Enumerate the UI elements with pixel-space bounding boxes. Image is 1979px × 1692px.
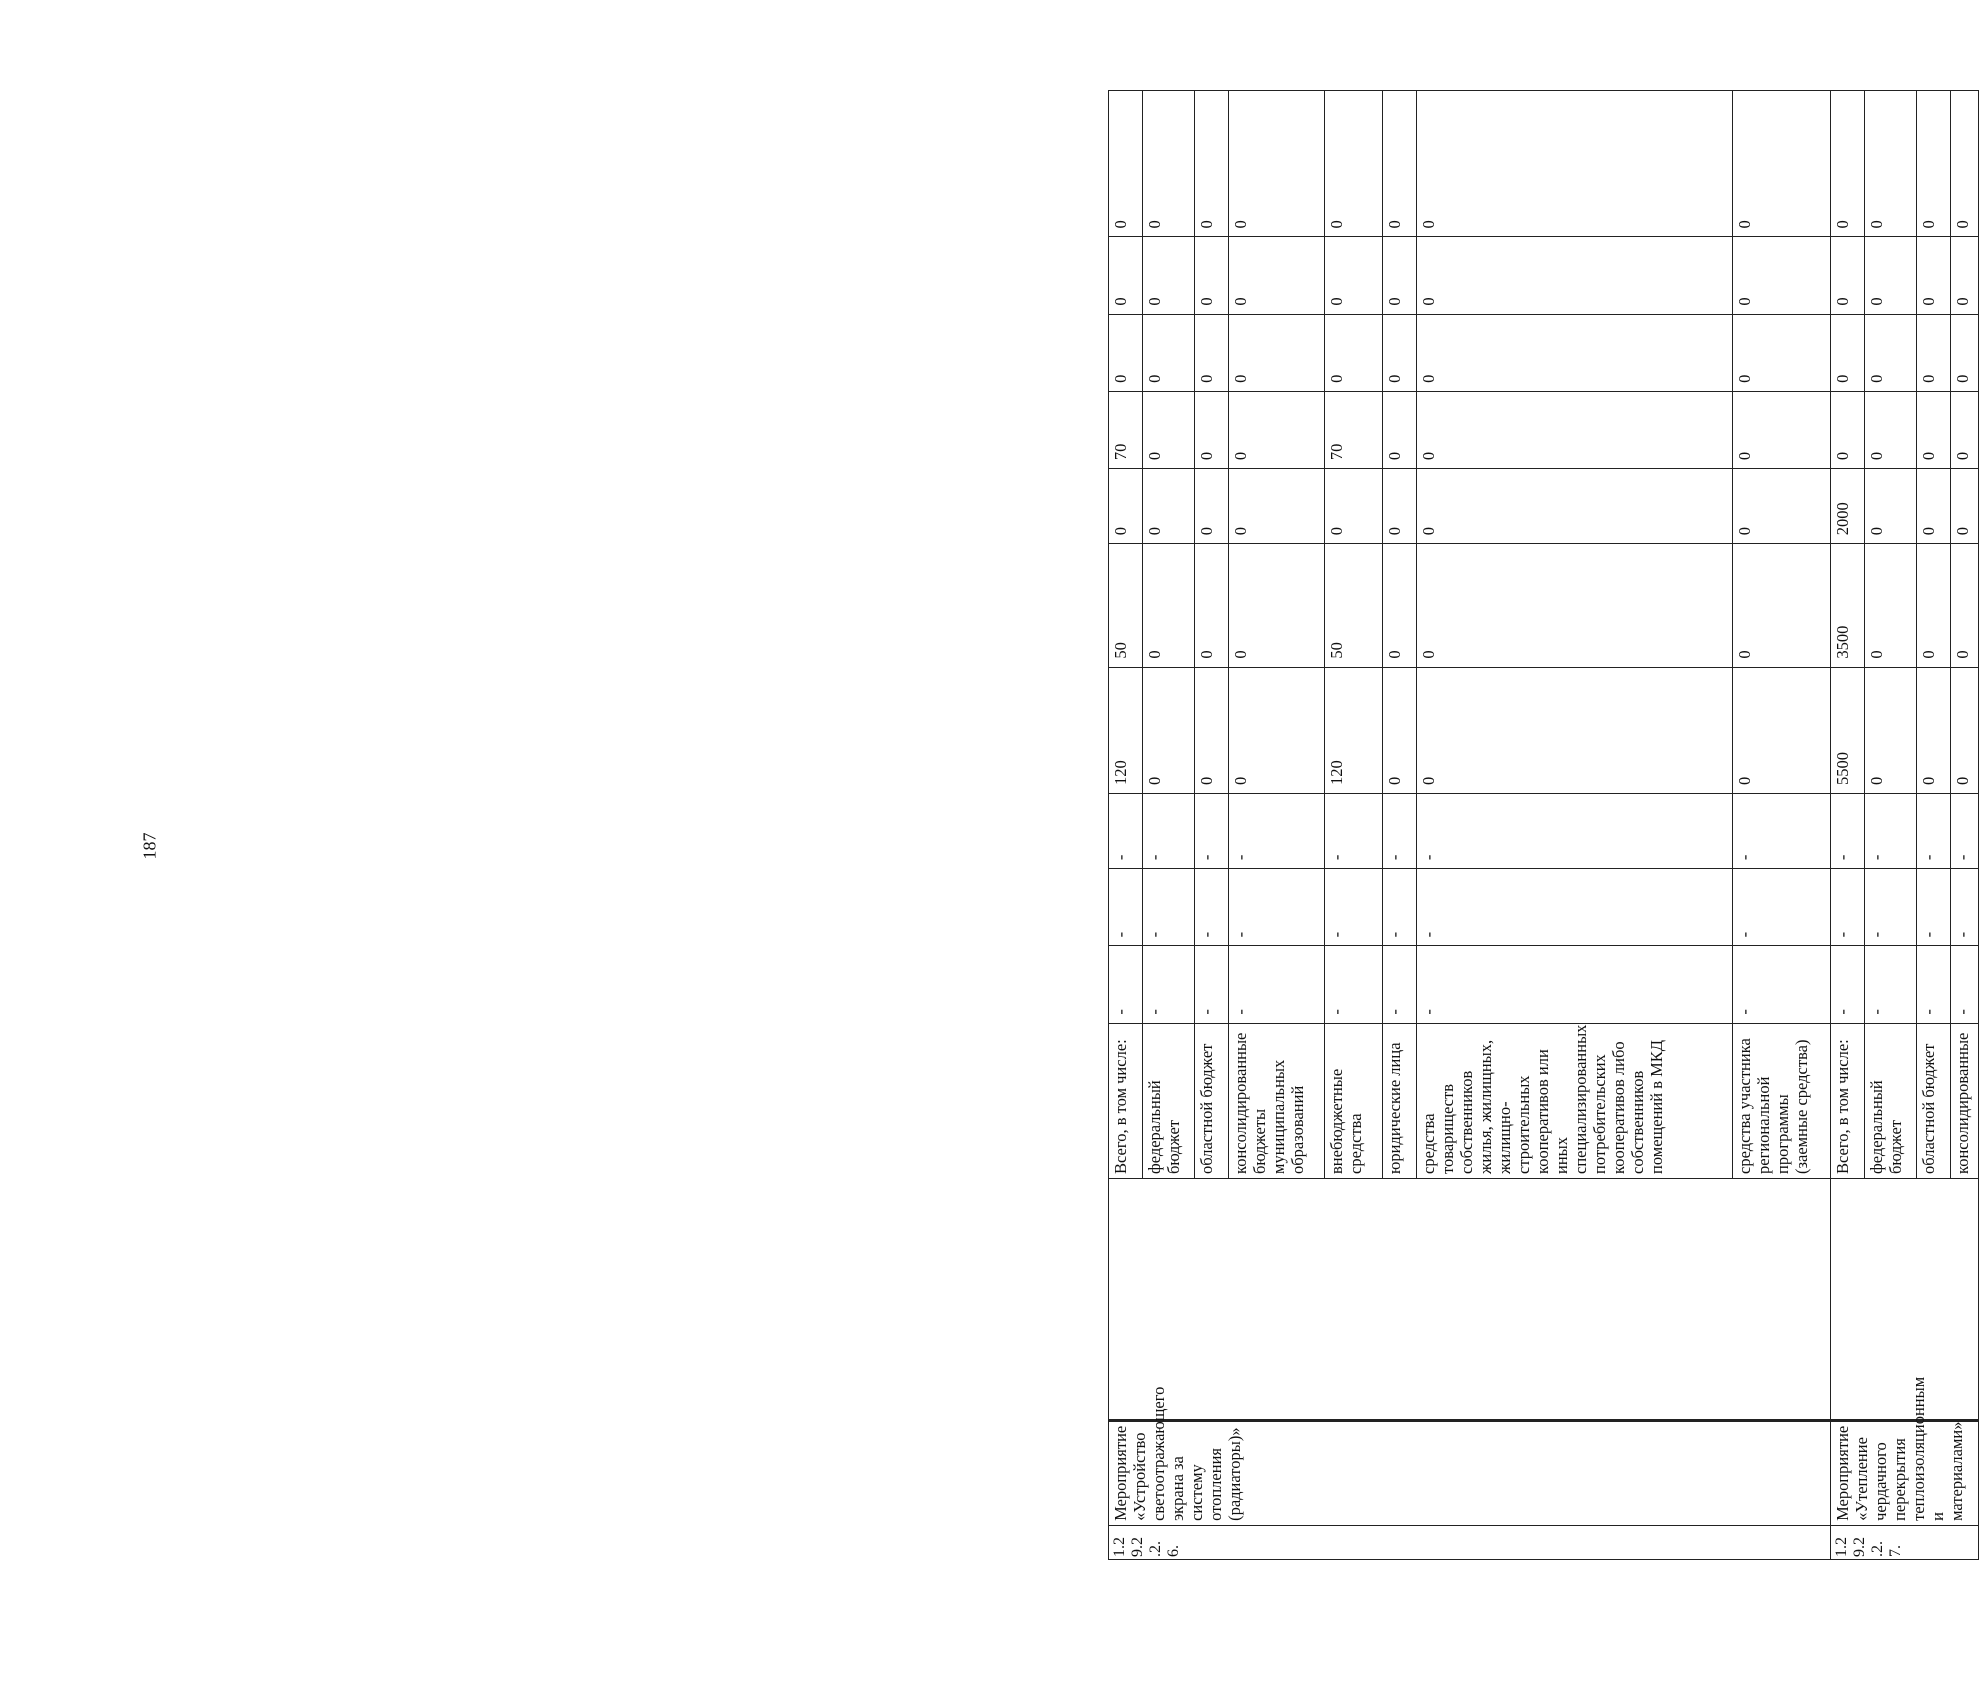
cell: - (1831, 946, 1865, 1023)
cell: - (1417, 946, 1733, 1023)
cell: - (1109, 793, 1143, 868)
cell-year: 0 (1951, 314, 1979, 391)
cell-year: 0 (1143, 237, 1195, 314)
cell-year: 0 (1383, 391, 1417, 468)
cell-year: 0 (1865, 237, 1917, 314)
cell-year: 0 (1229, 544, 1325, 667)
cell: - (1195, 793, 1229, 868)
cell: - (1865, 946, 1917, 1023)
cell: - (1143, 793, 1195, 868)
cell-year: 0 (1917, 237, 1951, 314)
cell-year: 0 (1831, 237, 1865, 314)
cell-year: 0 (1417, 391, 1733, 468)
cell-year: 0 (1733, 237, 1831, 314)
cell-year: 0 (1325, 314, 1383, 391)
measure-title: Мероприятие «Устройство светоотражающего экрана за систему отопления (радиаторы)» (1109, 1420, 1831, 1525)
cell-year: 70 (1109, 391, 1143, 468)
cell-year: 0 (1195, 91, 1229, 237)
cell-year: 0 (1951, 544, 1979, 667)
cell-year: 0 (1733, 544, 1831, 667)
cell: - (1917, 793, 1951, 868)
table-row (1109, 91, 1143, 1560)
cell: - (1143, 869, 1195, 946)
page-number: 187 (139, 832, 160, 860)
cell-total: 120 (1325, 667, 1383, 793)
cell-year: 50 (1325, 544, 1383, 667)
cell-year: 0 (1865, 391, 1917, 468)
empty-cell (1831, 1178, 1979, 1420)
cell-year: 0 (1417, 469, 1733, 544)
cell: - (1325, 793, 1383, 868)
cell: - (1951, 946, 1979, 1023)
funding-source: средства участника региональной программы (заемные средства) (1733, 1023, 1831, 1178)
cell-year: 0 (1143, 391, 1195, 468)
cell-year: 0 (1917, 91, 1951, 237)
funding-source: областной бюджет (1917, 1023, 1951, 1178)
cell: - (1229, 946, 1325, 1023)
cell-year: 0 (1733, 469, 1831, 544)
cell-year: 0 (1951, 91, 1979, 237)
measure-code: 1.2 9.2 .2. 6. (1109, 1525, 1831, 1559)
cell-year: 0 (1109, 237, 1143, 314)
cell-total: 0 (1229, 667, 1325, 793)
cell: - (1195, 946, 1229, 1023)
cell: - (1951, 869, 1979, 946)
cell: - (1417, 793, 1733, 868)
cell-year: 0 (1865, 469, 1917, 544)
cell: - (1143, 946, 1195, 1023)
table-row (1831, 91, 1865, 1560)
funding-source: Всего, в том числе: (1831, 1023, 1865, 1178)
cell: - (1865, 793, 1917, 868)
funding-source: областной бюджет (1195, 1023, 1229, 1178)
cell: - (1109, 946, 1143, 1023)
cell-total: 0 (1865, 667, 1917, 793)
cell-year: 0 (1831, 391, 1865, 468)
funding-table (1108, 90, 1979, 1560)
cell-total: 5500 (1831, 667, 1865, 793)
cell-total: 0 (1417, 667, 1733, 793)
cell-year: 0 (1195, 314, 1229, 391)
cell-year: 0 (1831, 314, 1865, 391)
cell-year: 70 (1325, 391, 1383, 468)
cell-year: 0 (1229, 391, 1325, 468)
cell-year: 0 (1229, 314, 1325, 391)
cell-year: 0 (1383, 544, 1417, 667)
cell-year: 0 (1865, 91, 1917, 237)
cell-year: 0 (1417, 314, 1733, 391)
cell-year: 0 (1831, 91, 1865, 237)
cell-total: 0 (1917, 667, 1951, 793)
cell-year: 0 (1865, 314, 1917, 391)
cell-year: 0 (1143, 91, 1195, 237)
cell-year: 0 (1733, 314, 1831, 391)
cell-year: 0 (1229, 237, 1325, 314)
measure-code: 1.2 9.2 .2. 7. (1831, 1525, 1979, 1559)
cell-year: 0 (1325, 237, 1383, 314)
cell-year: 0 (1917, 314, 1951, 391)
cell: - (1383, 869, 1417, 946)
funding-source: Всего, в том числе: (1109, 1023, 1143, 1178)
cell-year: 0 (1325, 91, 1383, 237)
cell: - (1229, 793, 1325, 868)
cell-total: 120 (1109, 667, 1143, 793)
cell: - (1831, 793, 1865, 868)
cell: - (1951, 793, 1979, 868)
cell-total: 0 (1951, 667, 1979, 793)
cell: - (1325, 946, 1383, 1023)
cell-year: 0 (1325, 469, 1383, 544)
cell-year: 0 (1195, 544, 1229, 667)
cell: - (1733, 793, 1831, 868)
cell-year: 0 (1733, 391, 1831, 468)
measure-title: Мероприятие «Утепление чердачного перекрытия теплоизоляционным и материалами» (1831, 1420, 1979, 1525)
cell: - (1865, 869, 1917, 946)
cell-year: 0 (1917, 469, 1951, 544)
funding-source: консолидированные бюджеты муниципальных образований (1229, 1023, 1325, 1178)
cell-year: 0 (1143, 544, 1195, 667)
rotated-table-wrapper (1108, 90, 1978, 1560)
cell: - (1325, 869, 1383, 946)
cell-year: 50 (1109, 544, 1143, 667)
cell-total: 0 (1143, 667, 1195, 793)
cell-year: 0 (1195, 469, 1229, 544)
funding-source: средства товариществ собственников жилья, жилищных, жилищно-строительных кооперативов или иных специализированных потребительских кооперативов либо собственников помещений в МКД (1417, 1023, 1733, 1178)
funding-source: внебюджетные средства (1325, 1023, 1383, 1178)
cell: - (1229, 869, 1325, 946)
cell-year: 0 (1383, 237, 1417, 314)
cell-year: 0 (1383, 91, 1417, 237)
cell-year: 0 (1865, 544, 1917, 667)
cell-year: 0 (1143, 469, 1195, 544)
cell: - (1383, 946, 1417, 1023)
cell: - (1383, 793, 1417, 868)
cell-year: 0 (1109, 91, 1143, 237)
cell: - (1733, 946, 1831, 1023)
cell: - (1733, 869, 1831, 946)
cell-year: 0 (1143, 314, 1195, 391)
cell-year: 0 (1383, 469, 1417, 544)
cell-year: 0 (1417, 91, 1733, 237)
cell-year: 0 (1917, 544, 1951, 667)
cell-year: 2000 (1831, 469, 1865, 544)
funding-source: федеральный бюджет (1143, 1023, 1195, 1178)
cell: - (1195, 869, 1229, 946)
cell-total: 0 (1195, 667, 1229, 793)
cell-year: 0 (1229, 91, 1325, 237)
cell-year: 0 (1195, 391, 1229, 468)
cell-year: 0 (1733, 91, 1831, 237)
cell-year: 0 (1951, 237, 1979, 314)
funding-source: консолидированные (1951, 1023, 1979, 1178)
cell-year: 0 (1229, 469, 1325, 544)
cell-year: 0 (1109, 469, 1143, 544)
cell: - (1831, 869, 1865, 946)
funding-source: федеральный бюджет (1865, 1023, 1917, 1178)
cell-year: 0 (1951, 391, 1979, 468)
cell-year: 0 (1417, 544, 1733, 667)
cell-total: 0 (1733, 667, 1831, 793)
cell-year: 0 (1917, 391, 1951, 468)
cell: - (1417, 869, 1733, 946)
cell: - (1917, 869, 1951, 946)
cell: - (1109, 869, 1143, 946)
funding-source: юридические лица (1383, 1023, 1417, 1178)
cell-year: 0 (1417, 237, 1733, 314)
cell-year: 0 (1383, 314, 1417, 391)
cell-year: 0 (1109, 314, 1143, 391)
cell-total: 0 (1383, 667, 1417, 793)
cell: - (1917, 946, 1951, 1023)
cell-year: 3500 (1831, 544, 1865, 667)
cell-year: 0 (1195, 237, 1229, 314)
cell-year: 0 (1951, 469, 1979, 544)
empty-cell (1109, 1178, 1831, 1420)
